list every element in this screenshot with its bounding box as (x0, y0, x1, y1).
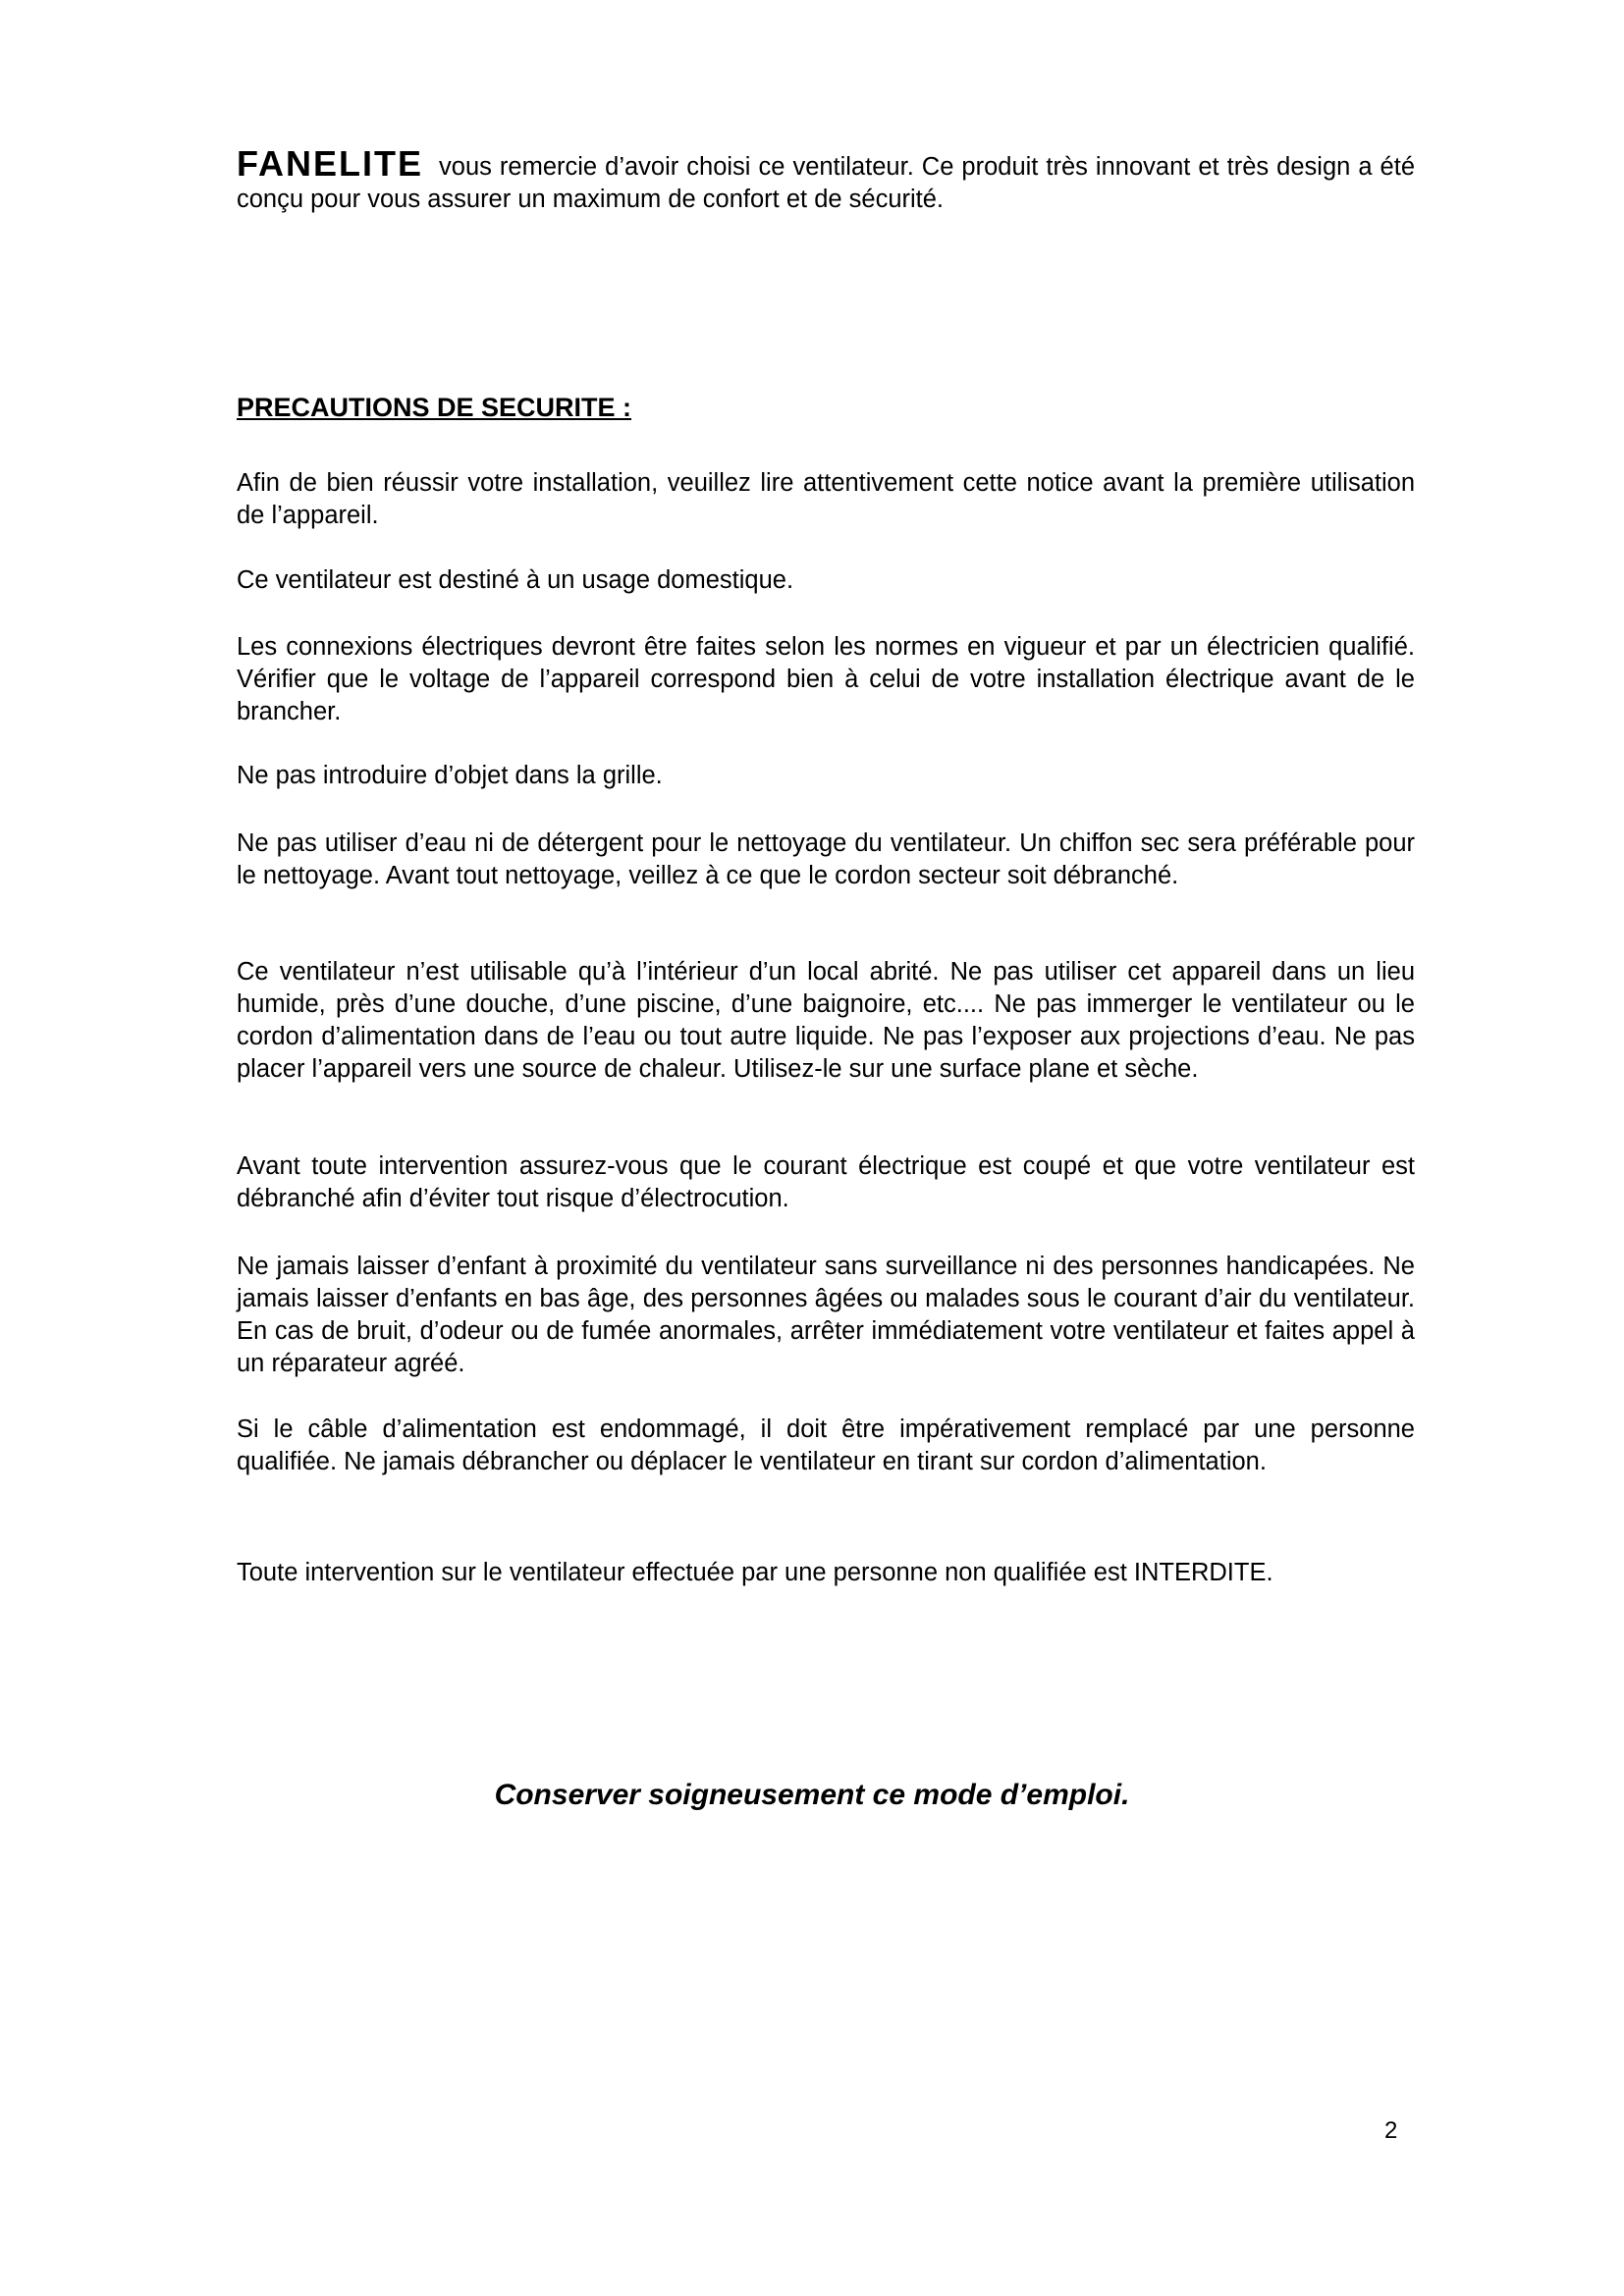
paragraph-cleaning: Ne pas utiliser d’eau ni de détergent pour le nettoyage du ventilateur. Un chiffon sec sera préférable pour le nettoyage. Avant tout nettoyage, veillez à ce que le cordon secteur soit débranché. (237, 829, 1415, 889)
paragraph-read-notice: Afin de bien réussir votre installation, veuillez lire attentivement cette notice avant la première utilisation de l’appareil. (237, 469, 1415, 529)
paragraph-children: Ne jamais laisser d’enfant à proximité du ventilateur sans surveillance ni des personnes handicapées. Ne jamais laisser d’enfants en bas âge, des personnes âgées ou malades sous le courant d’air du ventilateur. En cas de bruit, d’odeur ou de fumée anormales, arrêter immédiatement votre ventilateur et faites appel à un réparateur agréé. (237, 1253, 1415, 1377)
paragraph-interdite: Toute intervention sur le ventilateur effectuée par une personne non qualifiée est INTERDITE. (237, 1559, 1273, 1586)
brand-name: FANELITE (237, 143, 424, 184)
intro-paragraph (237, 143, 1415, 216)
paragraph-electrical: Les connexions électriques devront être faites selon les normes en vigueur et par un électricien qualifié. Vérifier que le voltage de l’appareil correspond bien à celui de votre installation électrique avant de le brancher. (237, 633, 1415, 725)
intro-text: vous remercie d’avoir choisi ce ventilateur. Ce produit très innovant et très design a été conçu pour vous assurer un maximum de confort et de sécurité. (237, 153, 1415, 213)
paragraph-cable: Si le câble d’alimentation est endommagé, il doit être impérativement remplacé par une personne qualifiée. Ne jamais débrancher ou déplacer le ventilateur en tirant sur cordon d’alimentation. (237, 1415, 1415, 1475)
paragraph-domestic-use: Ce ventilateur est destiné à un usage domestique. (237, 566, 794, 594)
page-number: 2 (1384, 2117, 1398, 2144)
section-heading: PRECAUTIONS DE SECURITE : (237, 393, 632, 422)
paragraph-grille: Ne pas introduire d’objet dans la grille. (237, 762, 663, 789)
paragraph-power-off: Avant toute intervention assurez-vous que le courant électrique est coupé et que votre ventilateur est débranché afin d’éviter tout risque d’électrocution. (237, 1152, 1415, 1212)
paragraph-indoor-use: Ce ventilateur n’est utilisable qu’à l’intérieur d’un local abrité. Ne pas utiliser cet appareil dans un lieu humide, près d’une douche, d’une piscine, d’une baignoire, etc.... Ne pas immerger le ventilateur ou le cordon d’alimentation dans de l’eau ou tout autre liquide. Ne pas l’exposer aux projections d’eau. Ne pas placer l’appareil vers une source de chaleur. Utilisez-le sur une surface plane et sèche. (237, 958, 1415, 1083)
closing-note: Conserver soigneusement ce mode d’emploi. (494, 1779, 1130, 1811)
